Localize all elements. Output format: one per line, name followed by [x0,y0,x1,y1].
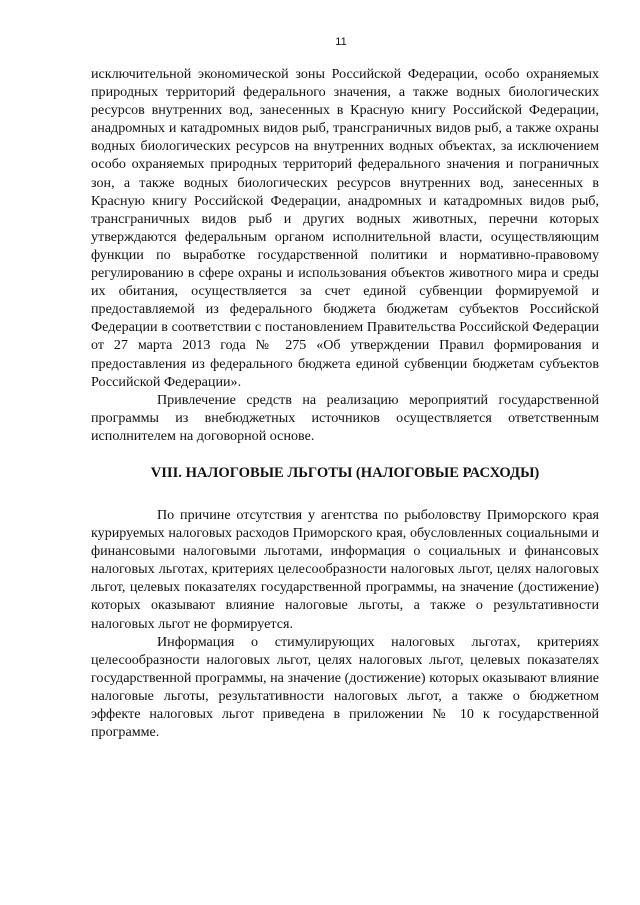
section-heading: VIII. НАЛОГОВЫЕ ЛЬГОТЫ (НАЛОГОВЫЕ РАСХОДЫ) [150,464,540,481]
paragraph-extrabudgetary-funds: Привлечение средств на реализацию мероприятий государственной программы из внебюджетных источников осуществляется ответственным исполнителем на договорной основе. [91,391,599,444]
paragraph-tax-benefits-absence: По причине отсутствия у агентства по рыболовству Приморского края курируемых налоговых расходов Приморского края, обусловленных социальными и финансовыми налоговыми льготами, информация о социальных и финансовых налоговых льготах, критериях целесообразности налоговых льгот, целях налоговых льгот, целевых показателях государственной программы, на значение (достижение) которых оказывают влияние налоговые льготы, а также о результативности налоговых льгот не формируется. [91,506,599,632]
page-number: 11 [335,36,347,48]
paragraph-stimulating-tax-benefits: Информация о стимулирующих налоговых льготах, критериях целесообразности налоговых льгот, целях налоговых льгот, целевых показателях государственной программы, на значение (достижение) которых оказывают влияние налоговые льготы, результативности налоговых льгот, а также о бюджетном эффекте налоговых льгот приведена в приложении № 10 к государственной программе. [91,633,599,741]
paragraph-continued: исключительной экономической зоны Российской Федерации, особо охраняемых природных территорий федерального значения, а также водных биологических ресурсов внутренних вод, занесенных в Красную книгу Российской Федерации, анадромных и катадромных видов рыб, трансграничных видов рыб, а также охраны водных биологических ресурсов на внутренних водных объектах, за исключением особо охраняемых природных территорий федерального значения и пограничных зон, а также водных биологических ресурсов внутренних вод, занесенных в Красную книгу Российской Федерации, анадромных и катадромных видов рыб, трансграничных видов рыб и других водных животных, перечни которых утверждаются федеральным органом исполнительной власти, осуществляющим функции по выработке государственной политики и нормативно-правовому регулированию в сфере охраны и использования объектов животного мира и среды их обитания, осуществляется за счет единой субвенции формируемой и предоставляемой из федерального бюджета бюджетам субъектов Российской Федерации в соответствии с постановлением Правительства Российской Федерации от 27 марта 2013 года № 275 «Об утверждении Правил формирования и предоставления из федерального бюджета единой субвенции бюджетам субъектов Российской Федерации». [91,66,599,390]
